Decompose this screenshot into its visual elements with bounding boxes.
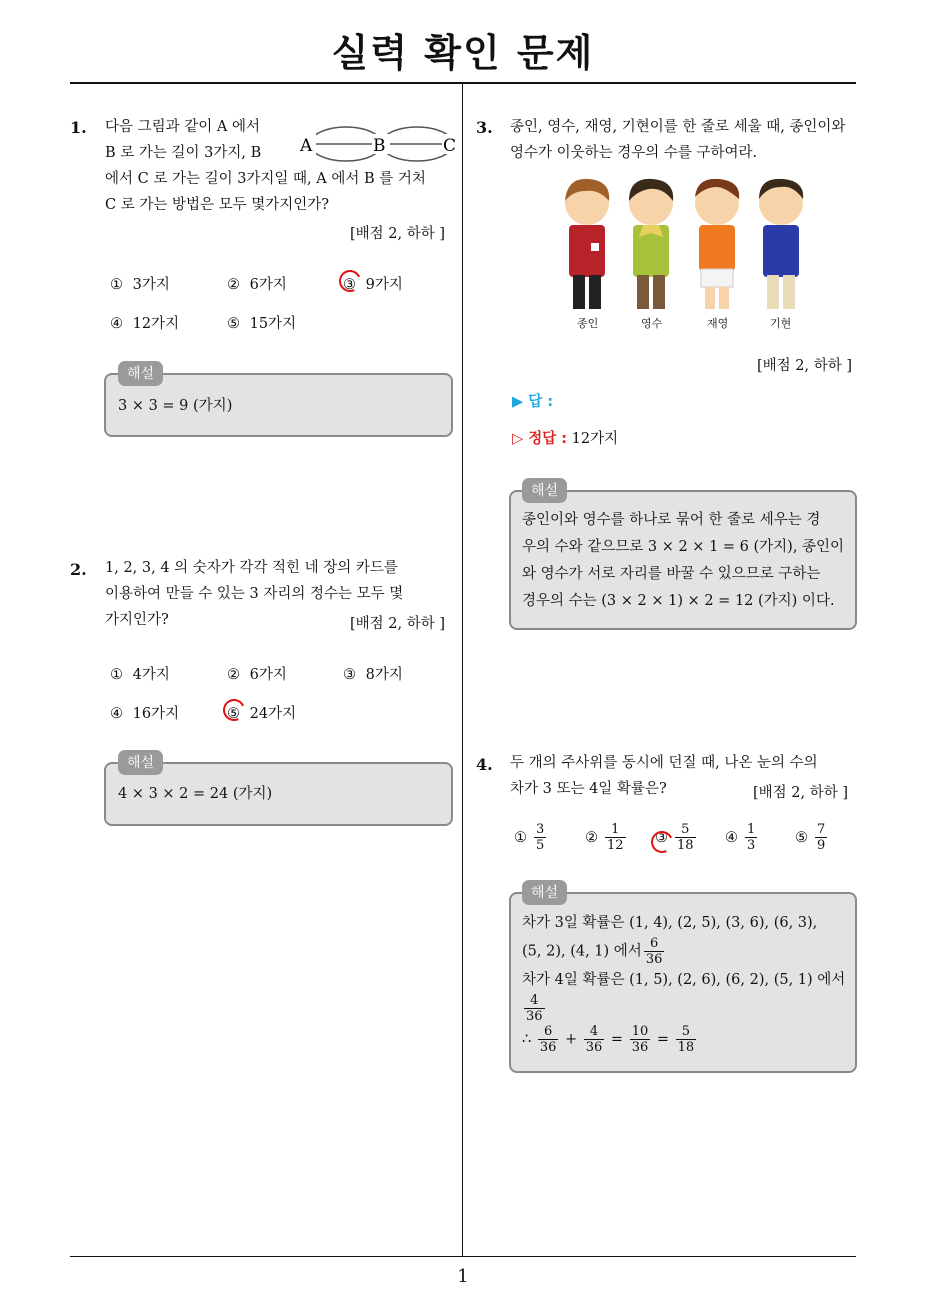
q1-line: 에서 C 로 가는 길이 3가지일 때, A 에서 B 를 거처 [105,171,426,187]
person-4-figure [759,179,803,309]
choice-symbol: ③ [343,667,356,683]
choice-text: 6가지 [249,277,287,293]
question-4-score: [배점 2, 하하 ] [753,785,849,801]
question-1-score: [배점 2, 하하 ] [350,226,446,242]
choice-text: 12가지 [132,316,180,332]
choice-text: 3가지 [132,277,170,293]
q4-sol-line-4 [522,993,852,1024]
q4-choice-1[interactable] [514,822,548,853]
sum-term: $\frac{4}{36}$ [585,1024,603,1055]
choice-text: 4가지 [132,667,170,683]
q4-choice-4[interactable] [725,822,759,853]
sum-operator: = [656,1031,669,1048]
choice-symbol: ③ [343,277,356,293]
sum-term: $\frac{6}{36}$ [539,1024,557,1055]
q3-solution-line: 우의 수와 같으므로 3 × 2 × 1 = 6 (가지), 종인이 [522,539,845,555]
choice-symbol: ② [227,277,240,293]
question-3-score: [배점 2, 하하 ] [757,358,853,374]
choice-symbol: ① [110,667,123,683]
q2-solution-tag: 해설 [118,750,163,775]
choice-fraction: $\frac{1}{12}$ [607,822,624,853]
answer-input-row[interactable] [512,390,553,411]
sum-operator: + [565,1031,578,1048]
four-people-illustration [555,175,815,315]
person-2-figure [629,179,673,309]
choice-text: 8가지 [365,667,403,683]
question-3-text [510,114,870,166]
person-1-figure [565,179,609,309]
choice-symbol: ③ [655,829,668,846]
person-label-1: 종인 [577,317,599,330]
choice-text: 6가지 [249,667,287,683]
choice-symbol: ② [585,829,598,846]
q3-solution-text [522,507,852,615]
correct-answer-row [512,427,618,448]
q1-choice-4[interactable] [110,312,179,333]
q4-line: 차가 3 또는 4일 확률은? [510,781,667,797]
q1-solution-tag: 해설 [118,361,163,386]
choice-symbol: ⑤ [795,829,808,846]
page-number: 1 [457,1266,469,1287]
question-2-score: [배점 2, 하하 ] [350,616,446,632]
q1-line: B 로 가는 길이 3가지, B [105,145,262,161]
therefore-symbol: ∴ [522,1031,532,1048]
q4-line: 두 개의 주사위를 동시에 던질 때, 나온 눈의 수의 [510,755,818,771]
q1-choice-1[interactable] [110,273,170,294]
q4-choice-5[interactable] [795,822,829,853]
q2-solution-text: 4 × 3 × 2 = 24 (가지) [118,786,273,802]
q4-sol-line-2 [522,936,852,967]
choice-text: 9가지 [365,277,403,293]
q1-solution-text: 3 × 3 = 9 (가지) [118,398,233,414]
q4-sol-fraction-2: $\frac{4}{36}$ [526,993,543,1024]
q3-line: 종인, 영수, 재영, 기현이를 한 줄로 세울 때, 종인이와 [510,119,846,135]
page-title: 실력 확인 문제 [331,31,595,75]
q1-line: 다음 그림과 같이 A 에서 [105,119,260,135]
choice-fraction: $\frac{1}{3}$ [747,822,756,853]
bottom-rule [70,1256,856,1257]
q4-sol-fraction-1: $\frac{6}{36}$ [645,936,663,967]
person-label-3: 재영 [707,317,729,330]
q4-sol-line-5 [522,1024,852,1055]
q2-line: 1, 2, 3, 4 의 숫자가 각각 적힌 네 장의 카드를 [105,560,398,576]
sum-operator: = [610,1031,624,1048]
choice-fraction: $\frac{3}{5}$ [536,822,545,853]
q2-line: 이용하여 만들 수 있는 3 자리의 정수는 모두 몇 [105,586,404,602]
point-c-label: C [443,136,457,156]
q4-sol-line-1: 차가 3일 확률은 (1, 4), (2, 5), (3, 6), (6, 3), [522,915,818,931]
person-label-4: 기현 [770,317,792,330]
q3-line: 영수가 이웃하는 경우의 수를 구하여라. [510,145,758,161]
choice-symbol: ① [110,277,123,293]
question-2-number: 2. [70,560,87,579]
choice-fraction: $\frac{5}{18}$ [677,822,694,853]
choice-text: 16가지 [132,706,180,722]
choice-symbol: ④ [110,706,123,722]
point-a-label: A [300,136,313,156]
q4-solution-text [522,910,852,1055]
q4-solution-tag: 해설 [522,880,567,905]
person-label-2: 영수 [641,317,663,330]
column-divider [462,84,463,1257]
choice-symbol: ④ [110,316,123,332]
choice-symbol: ④ [725,829,738,846]
sum-term: $\frac{5}{18}$ [677,1024,695,1055]
choice-symbol: ⑤ [227,316,240,332]
q4-sol-line-3: 차가 4일 확률은 (1, 5), (2, 6), (6, 2), (5, 1) 에서 [522,972,846,988]
q3-solution-line: 와 영수가 서로 자리를 바꿀 수 있으므로 구하는 [522,566,821,582]
choice-symbol: ⑤ [227,706,240,722]
point-b-label: B [373,136,386,156]
choice-symbol: ① [514,829,527,846]
choice-text: 15가지 [249,316,297,332]
q1-choice-5[interactable] [227,312,296,333]
sum-term: $\frac{10}{36}$ [631,1024,649,1055]
question-1-number: 1. [70,118,87,137]
correct-label: ▷ 정답 : [512,431,568,447]
q4-sol-line-2-text: (5, 2), (4, 1) 에서 [522,943,642,960]
choice-text: 24가지 [249,706,297,722]
q3-solution-tag: 해설 [522,478,567,503]
route-diagram [296,120,462,170]
top-rule [70,82,856,84]
answer-label: ▶ 답 : [512,394,554,410]
q2-choice-3[interactable] [343,663,403,684]
question-4-number: 4. [476,755,493,774]
choice-fraction: $\frac{7}{9}$ [817,822,826,853]
choice-symbol: ② [227,667,240,683]
q1-choice-2[interactable] [227,273,287,294]
q4-choice-2[interactable] [585,822,628,853]
q2-choice-4[interactable] [110,702,179,723]
person-3-figure [695,179,739,309]
q1-line: C 로 가는 방법은 모두 몇가지인가? [105,197,330,213]
q3-solution-line: 경우의 수는 (3 × 2 × 1) × 2 = 12 (가지) 이다. [522,593,835,609]
correct-value: 12가지 [571,431,619,447]
q2-choice-1[interactable] [110,663,170,684]
q2-line: 가지인가? [105,612,169,628]
question-3-number: 3. [476,118,493,137]
q2-choice-2[interactable] [227,663,287,684]
q3-solution-line: 종인이와 영수를 하나로 묶어 한 줄로 세우는 경 [522,512,821,528]
